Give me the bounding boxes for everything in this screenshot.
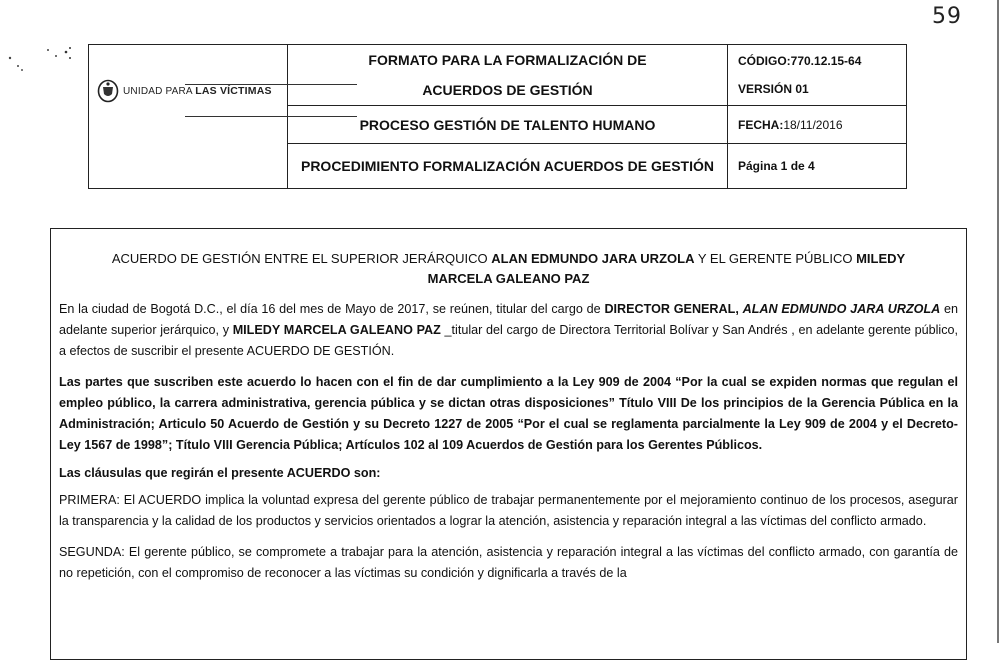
agreement-title: ACUERDO DE GESTIÓN ENTRE EL SUPERIOR JERÁRQUICO ALAN EDMUNDO JARA URZOLA Y EL GERENTE PÚBLICO MILEDY MARCELA GALEANO PAZ: [111, 251, 906, 286]
page-indicator: Página 1 de 4: [738, 159, 815, 173]
clause-segunda: SEGUNDA: El gerente público, se compromete a trabajar para la atención, asistencia y reparación integral a las víctimas del conflicto armado, con garantía de no repetición, con el compromiso de reconocer a las víctimas su condición y dignificarla a través de la: [59, 545, 958, 580]
scan-specks: [4, 44, 84, 74]
page-cell: [728, 144, 907, 189]
handwritten-page-number: 59: [932, 4, 962, 29]
process-name: PROCESO GESTIÓN DE TALENTO HUMANO: [359, 116, 656, 133]
form-title-line1: FORMATO PARA LA FORMALIZACIÓN DE: [368, 52, 647, 68]
code-cell: [728, 45, 907, 106]
procedure-name: PROCEDIMIENTO FORMALIZACIÓN ACUERDOS DE GESTIÓN: [300, 158, 714, 174]
document-code: CÓDIGO:770.12.15-64: [738, 54, 862, 68]
logo-cell: [89, 45, 288, 189]
form-title-line2: ACUERDOS DE GESTIÓN: [422, 82, 593, 98]
date-cell: [728, 106, 907, 144]
document-version: VERSIÓN 01: [738, 82, 809, 96]
clause-primera: PRIMERA: El ACUERDO implica la voluntad expresa del gerente público de trabajar permanentemente por el mejoramiento continuo de los procesos, asegurar la transparencia y la calidad de los productos y servicios orientados a lograr la atención, asistencia y reparación integral a las víctimas del conflicto armado.: [59, 493, 958, 528]
document-header-table: [88, 44, 907, 189]
paragraph-intro: En la ciudad de Bogotá D.C., el día 16 del mes de Mayo de 2017, se reúnen, titular del cargo de DIRECTOR GENERAL, ALAN EDMUNDO JARA URZOLA en adelante superior jerárquico, y MILEDY MARCELA GALEANO PAZ _titular del cargo de Directora Territorial Bolívar y San Andrés , en adelante gerente público, a efectos de suscribir el presente ACUERDO DE GESTIÓN.: [59, 302, 959, 358]
procedure-cell: [288, 144, 728, 189]
scan-edge-line: [997, 0, 999, 643]
date-value: 18/11/2016: [783, 117, 843, 132]
form-title-cell: [288, 45, 728, 106]
agreement-body: [50, 228, 967, 660]
date-label: FECHA:: [738, 117, 784, 132]
institution-logo: [97, 79, 272, 103]
process-cell: [288, 106, 728, 144]
logo-divider-bottom: [185, 116, 357, 117]
coat-of-arms-icon: [97, 79, 119, 103]
clauses-heading: Las cláusulas que regirán el presente ACUERDO son:: [59, 466, 381, 480]
paragraph-legal-basis: Las partes que suscriben este acuerdo lo hacen con el fin de dar cumplimiento a la Ley 909 de 2004 “Por la cual se expiden normas que regulan el empleo público, la carrera administrativa, gerencia pública y se dictan otras disposiciones” Título VIII De los principios de la Gerencia Pública en la Administración; Articulo 50 Acuerdo de Gestión y su Decreto 1227 de 2005 “Por el cual se reglamenta parcialmente la Ley 909 de 2004 y el Decreto-Ley 1567 de 1998”; Título VIII Gerencia Pública; Artículos 102 al 109 Acuerdos de Gestión para los Gerentes Públicos.: [59, 375, 958, 452]
logo-text: UNIDAD PARA LAS VÍCTIMAS: [123, 85, 272, 97]
